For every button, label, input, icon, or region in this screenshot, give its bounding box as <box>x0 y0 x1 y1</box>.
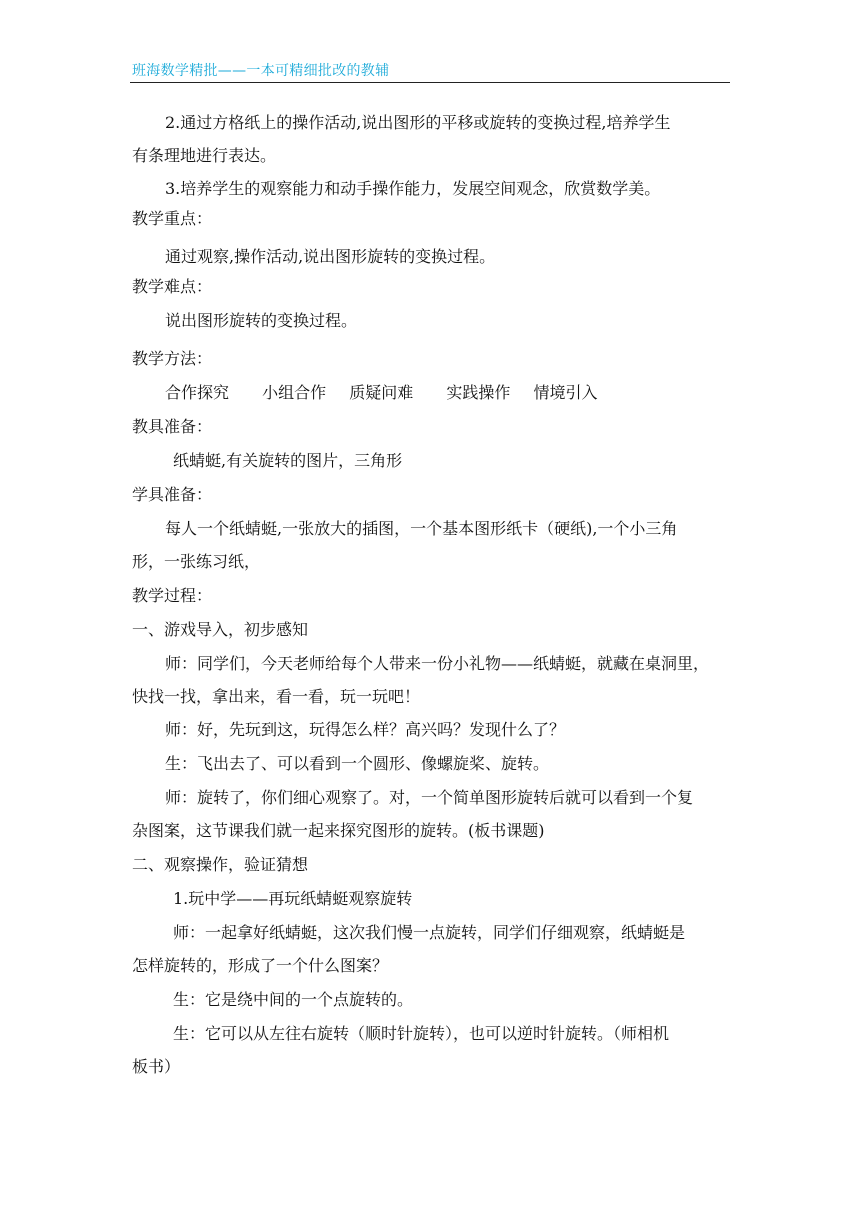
section-1-para-2: 师：好，先玩到这，玩得怎么样？高兴吗？发现什么了？ <box>165 720 566 739</box>
section-2-subheading-1: 1.玩中学——再玩纸蜻蜓观察旋转 <box>173 889 413 908</box>
page-header-title: 班海数学精批——一本可精细批改的教辅 <box>132 63 390 79</box>
difficulty-heading: 教学难点： <box>132 277 213 296</box>
section-1-para-4-line-1: 师：旋转了，你们细心观察了。对，一个简单图形旋转后就可以看到一个复 <box>165 788 694 807</box>
method-item: 小组合作 <box>262 383 327 402</box>
student-tools-line-2: 形，一张练习纸， <box>132 552 261 571</box>
method-item: 情境引入 <box>533 383 598 402</box>
method-item: 质疑问难 <box>349 383 414 402</box>
section-1-para-1-line-2: 快找一找，拿出来，看一看，玩一玩吧！ <box>132 687 421 706</box>
section-2-heading: 二、观察操作，验证猜想 <box>132 855 309 874</box>
key-points-text: 通过观察,操作活动,说出图形旋转的变换过程。 <box>165 247 496 266</box>
student-tools-line-1: 每人一个纸蜻蜓,一张放大的插图，一个基本图形纸卡（硬纸),一个小三角 <box>165 519 678 538</box>
method-item: 实践操作 <box>446 383 511 402</box>
section-1-para-4-line-2: 杂图案，这节课我们就一起来探究图形的旋转。(板书课题) <box>132 821 545 840</box>
section-2-para-2: 生：它是绕中间的一个点旋转的。 <box>173 990 414 1009</box>
section-1-para-1-line-1: 师：同学们，今天老师给每个人带来一份小礼物——纸蜻蜓，就藏在桌洞里， <box>165 654 710 673</box>
header-divider <box>130 82 730 83</box>
method-list <box>165 383 597 403</box>
method-item: 合作探究 <box>165 383 230 402</box>
section-2-para-3-line-1: 生：它可以从左往右旋转（顺时针旋转），也可以逆时针旋转。（师相机 <box>173 1024 670 1043</box>
goal-3: 3.培养学生的观察能力和动手操作能力，发展空间观念，欣赏数学美。 <box>165 179 661 198</box>
section-2-para-1-line-2: 怎样旋转的，形成了一个什么图案？ <box>132 956 389 975</box>
method-heading: 教学方法： <box>132 349 213 368</box>
student-tools-heading: 学具准备： <box>132 485 213 504</box>
teaching-tools-heading: 教具准备： <box>132 417 213 436</box>
process-heading: 教学过程： <box>132 586 213 605</box>
goal-2-line-1: 2.通过方格纸上的操作活动,说出图形的平移或旋转的变换过程,培养学生 <box>165 113 671 132</box>
section-2-para-1-line-1: 师：一起拿好纸蜻蜓，这次我们慢一点旋转，同学们仔细观察，纸蜻蜓是 <box>173 923 686 942</box>
section-1-para-3: 生：飞出去了、可以看到一个圆形、像螺旋桨、旋转。 <box>165 754 550 773</box>
goal-2-line-2: 有条理地进行表达。 <box>132 146 277 165</box>
teaching-tools-text: 纸蜻蜓,有关旋转的图片，三角形 <box>173 451 403 470</box>
section-1-heading: 一、游戏导入，初步感知 <box>132 620 309 639</box>
difficulty-text: 说出图形旋转的变换过程。 <box>165 311 358 330</box>
key-points-heading: 教学重点： <box>132 209 213 228</box>
section-2-para-3-line-2: 板书） <box>132 1057 181 1076</box>
